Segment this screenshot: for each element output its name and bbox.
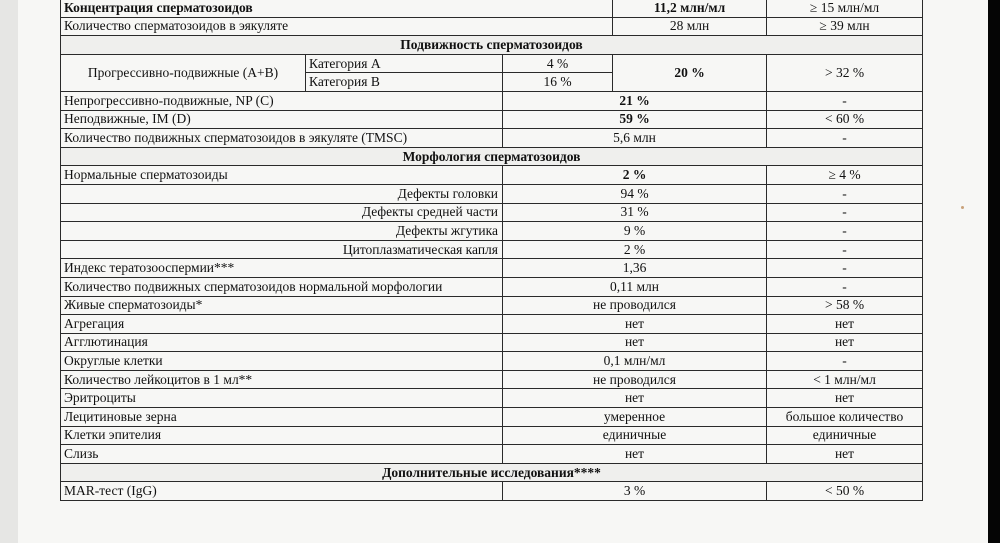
section-header-additional: Дополнительные исследования**** [61,463,923,482]
row-value: 11,2 млн/мл [613,0,767,17]
table-row [61,110,923,129]
row-label: Прогрессивно-подвижные (А+В) [61,54,306,91]
row-label: Дефекты средней части [61,203,503,222]
left-scan-margin [0,0,18,543]
table-row [61,259,923,278]
table-row [61,54,923,73]
row-label: MAR-тест (IgG) [61,482,503,501]
row-value: 21 % [503,91,767,110]
table-row [61,315,923,334]
table-row [61,370,923,389]
table-row [61,203,923,222]
row-label: Агглютинация [61,333,503,352]
row-norm: - [767,277,923,296]
table-row [61,333,923,352]
row-value: не проводился [503,296,767,315]
row-norm: - [767,91,923,110]
row-label: Живые сперматозоиды* [61,296,503,315]
table-row [61,17,923,36]
table-row [61,426,923,445]
table-row [61,408,923,427]
row-value: нет [503,315,767,334]
section-header-row [61,36,923,55]
section-header-morphology: Морфология сперматозоидов [61,147,923,166]
row-norm: нет [767,389,923,408]
row-norm: - [767,240,923,259]
row-norm: < 50 % [767,482,923,501]
table-row [61,352,923,371]
row-label: Количество подвижных сперматозоидов нормальной морфологии [61,277,503,296]
row-label: Цитоплазматическая капля [61,240,503,259]
table-row [61,240,923,259]
row-value: 2 % [503,240,767,259]
category-b-value: 16 % [503,73,613,92]
row-norm: < 60 % [767,110,923,129]
row-label: Лецитиновые зерна [61,408,503,427]
table-row [61,0,923,17]
row-value: 0,11 млн [503,277,767,296]
table-row [61,296,923,315]
row-label: Количество лейкоцитов в 1 мл** [61,370,503,389]
row-value: 2 % [503,166,767,185]
row-label: Индекс тератозооспермии*** [61,259,503,278]
category-b-label: Категория В [306,73,503,92]
row-norm: ≥ 4 % [767,166,923,185]
category-a-label: Категория А [306,54,503,73]
row-norm: < 1 млн/мл [767,370,923,389]
right-scan-edge [988,0,1000,543]
row-value: не проводился [503,370,767,389]
row-label: Дефекты головки [61,184,503,203]
row-norm: ≥ 39 млн [767,17,923,36]
table-row [61,445,923,464]
table-row [61,389,923,408]
row-label: Округлые клетки [61,352,503,371]
row-norm: - [767,184,923,203]
row-norm: - [767,222,923,241]
row-label: Слизь [61,445,503,464]
table-row [61,91,923,110]
row-label: Клетки эпителия [61,426,503,445]
row-norm: > 58 % [767,296,923,315]
table-row [61,277,923,296]
row-value: умеренное [503,408,767,427]
row-norm: нет [767,315,923,334]
row-norm: единичные [767,426,923,445]
row-norm: - [767,203,923,222]
row-label: Нормальные сперматозоиды [61,166,503,185]
row-norm: ≥ 15 млн/мл [767,0,923,17]
table-row [61,482,923,501]
row-value: 9 % [503,222,767,241]
table-row [61,129,923,148]
row-value: нет [503,389,767,408]
row-value: 5,6 млн [503,129,767,148]
progressive-total: 20 % [613,54,767,91]
row-label: Непрогрессивно-подвижные, NP (C) [61,91,503,110]
row-value: единичные [503,426,767,445]
section-header-motility: Подвижность сперматозоидов [61,36,923,55]
row-label: Концентрация сперматозоидов [61,0,613,17]
section-header-row [61,463,923,482]
table-row [61,166,923,185]
row-label: Дефекты жгутика [61,222,503,241]
row-value: нет [503,445,767,464]
row-norm: нет [767,445,923,464]
row-label: Неподвижные, IM (D) [61,110,503,129]
row-label: Количество подвижных сперматозоидов в эякуляте (TMSC) [61,129,503,148]
row-label: Агрегация [61,315,503,334]
row-label: Эритроциты [61,389,503,408]
row-value: 59 % [503,110,767,129]
table-row [61,222,923,241]
table-row [61,184,923,203]
spermogram-table [60,0,923,501]
row-value: 1,36 [503,259,767,278]
row-norm: - [767,352,923,371]
row-value: 31 % [503,203,767,222]
scan-speck [961,206,964,209]
row-value: 28 млн [613,17,767,36]
row-norm: большое количество [767,408,923,427]
row-norm: - [767,129,923,148]
category-a-value: 4 % [503,54,613,73]
row-norm: - [767,259,923,278]
row-norm: нет [767,333,923,352]
row-value: нет [503,333,767,352]
section-header-row [61,147,923,166]
row-label: Количество сперматозоидов в эякуляте [61,17,613,36]
row-value: 3 % [503,482,767,501]
row-value: 0,1 млн/мл [503,352,767,371]
row-value: 94 % [503,184,767,203]
row-norm: > 32 % [767,54,923,91]
